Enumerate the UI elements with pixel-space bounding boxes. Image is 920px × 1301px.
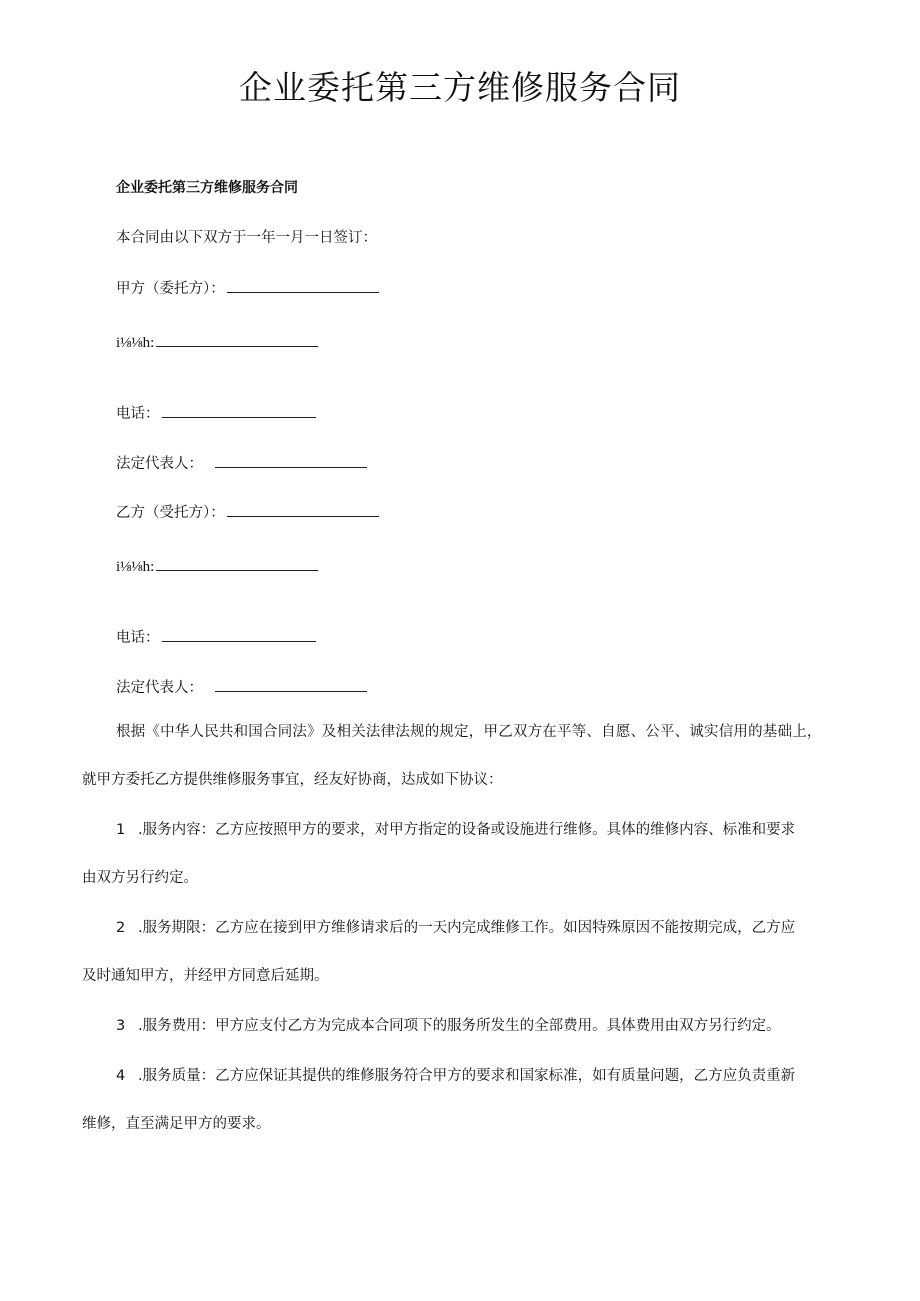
clause-text-line-2: 维修，直至满足甲方的要求。 [82, 1116, 271, 1132]
party-a-phone-line [116, 403, 316, 424]
party-b-rep-line [116, 677, 367, 698]
party-a-phone-label: 电话： [116, 406, 160, 422]
party-a-phone-blank[interactable] [162, 403, 316, 418]
party-a-address-line [116, 332, 318, 353]
clause-text-line-1: .服务内容：乙方应按照甲方的要求，对甲方指定的设备或设施进行维修。具体的维修内容、标准和要求 [138, 822, 796, 838]
party-b-rep-blank[interactable] [215, 677, 367, 692]
party-a-rep-blank[interactable] [215, 453, 367, 468]
party-b-phone-line [116, 627, 316, 648]
clause-number: 1 [116, 822, 126, 838]
party-a-line [116, 278, 379, 299]
clause-2 [82, 904, 838, 1000]
document-title: 企业委托第三方维修服务合同 [239, 68, 681, 107]
party-b-blank[interactable] [227, 502, 379, 517]
clause-4 [82, 1052, 838, 1148]
preamble-line-1: 根据《中华人民共和国合同法》及相关法律法规的规定，甲乙双方在平等、自愿、公平、诚实信用的基础上， [116, 724, 822, 740]
party-a-rep-label: 法定代表人： [116, 456, 203, 472]
clause-text-line-2: 由双方另行约定。 [82, 870, 198, 886]
clause-text-line-1: .服务期限：乙方应在接到甲方维修请求后的一天内完成维修工作。如因特殊原因不能按期完成，乙方应 [138, 920, 796, 936]
party-b-line [116, 502, 379, 523]
party-a-address-label: i⅛⅛h: [116, 335, 155, 351]
party-a-address-blank[interactable] [156, 332, 318, 347]
party-b-address-blank[interactable] [156, 556, 318, 571]
clause-text-line-1: .服务费用：甲方应支付乙方为完成本合同项下的服务所发生的全部费用。具体费用由双方另行约定。 [138, 1018, 781, 1034]
preamble [82, 708, 838, 804]
preamble-line-2: 就甲方委托乙方提供维修服务事宜，经友好协商，达成如下协议： [82, 772, 503, 788]
clause-number: 3 [116, 1018, 126, 1034]
party-a-blank[interactable] [227, 278, 379, 293]
document-subtitle: 企业委托第三方维修服务合同 [116, 180, 298, 196]
party-b-rep-label: 法定代表人： [116, 680, 203, 696]
party-b-phone-label: 电话： [116, 630, 160, 646]
clause-1 [82, 806, 838, 902]
clause-number: 2 [116, 920, 126, 936]
clause-text-line-1: .服务质量：乙方应保证其提供的维修服务符合甲方的要求和国家标准，如有质量问题，乙方应负责重新 [138, 1068, 796, 1084]
party-b-label: 乙方（受托方）： [116, 505, 225, 521]
intro-text: 本合同由以下双方于一年一月一日签订： [116, 230, 377, 246]
clause-number: 4 [116, 1068, 126, 1084]
party-b-address-line [116, 556, 318, 577]
clause-text-line-2: 及时通知甲方，并经甲方同意后延期。 [82, 968, 329, 984]
party-b-address-label: i⅛⅛h: [116, 559, 155, 575]
party-a-rep-line [116, 453, 367, 474]
party-b-phone-blank[interactable] [162, 627, 316, 642]
clause-3 [82, 1002, 838, 1050]
party-a-label: 甲方（委托方）： [116, 281, 225, 297]
